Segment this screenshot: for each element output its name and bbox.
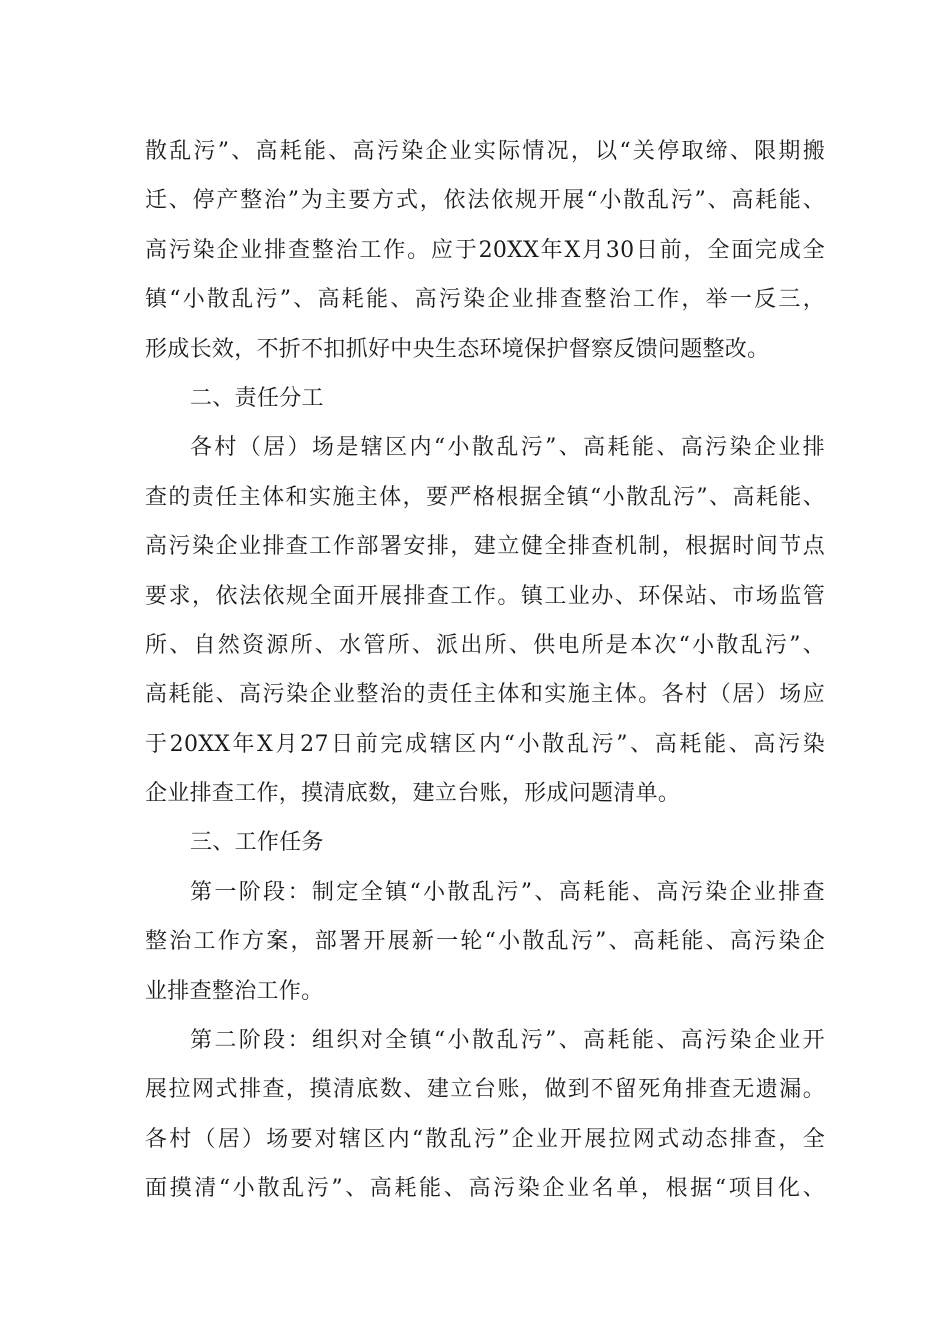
text-line: 查的责任主体和实施主体，要严格根据全镇“小散乱污”、高耗能、 xyxy=(145,484,825,510)
text-line: 高污染企业排查整治工作。应于20XX年X月30日前，全面完成全 xyxy=(145,237,825,263)
text-line: 业排查整治工作。 xyxy=(145,978,324,1004)
text-line: 高污染企业排查工作部署安排，建立健全排查机制，根据时间节点 xyxy=(145,534,825,560)
text-line: 形成长效，不折不扣抓好中央生态环境保护督察反馈问题整改。 xyxy=(145,336,770,362)
text-line: 各村（居）场要对辖区内“散乱污”企业开展拉网式动态排查，全 xyxy=(145,1126,825,1152)
text-line: 整治工作方案，部署开展新一轮“小散乱污”、高耗能、高污染企 xyxy=(145,929,825,955)
text-line: 镇“小散乱污”、高耗能、高污染企业排查整治工作，举一反三， xyxy=(145,287,825,313)
text-line: 企业排查工作，摸清底数，建立台账，形成问题清单。 xyxy=(145,781,681,807)
text-line: 散乱污”、高耗能、高污染企业实际情况，以“关停取缔、限期搬 xyxy=(145,139,825,164)
text-line: 所、自然资源所、水管所、派出所、供电所是本次“小散乱污”、 xyxy=(145,632,825,658)
text-line: 要求，依法依规全面开展排查工作。镇工业办、环保站、市场监管 xyxy=(145,583,825,609)
text-line: 面摸清“小散乱污”、高耗能、高污染企业名单，根据“项目化、 xyxy=(145,1176,825,1202)
text-line: 第二阶段：组织对全镇“小散乱污”、高耗能、高污染企业开 xyxy=(190,1028,825,1054)
text-line: 高耗能、高污染企业整治的责任主体和实施主体。各村（居）场应 xyxy=(145,682,825,708)
text-line: 于20XX年X月27日前完成辖区内“小散乱污”、高耗能、高污染 xyxy=(145,731,825,757)
text-line: 第一阶段：制定全镇“小散乱污”、高耗能、高污染企业排查 xyxy=(190,879,825,905)
document-body xyxy=(145,127,825,1214)
text-line: 迁、停产整治”为主要方式，依法依规开展“小散乱污”、高耗能、 xyxy=(145,188,825,214)
section-heading: 三、工作任务 xyxy=(190,830,324,856)
text-line: 展拉网式排查，摸清底数、建立台账，做到不留死角排查无遗漏。 xyxy=(145,1077,825,1103)
text-line: 各村（居）场是辖区内“小散乱污”、高耗能、高污染企业排 xyxy=(190,435,825,461)
section-heading: 二、责任分工 xyxy=(190,385,324,411)
